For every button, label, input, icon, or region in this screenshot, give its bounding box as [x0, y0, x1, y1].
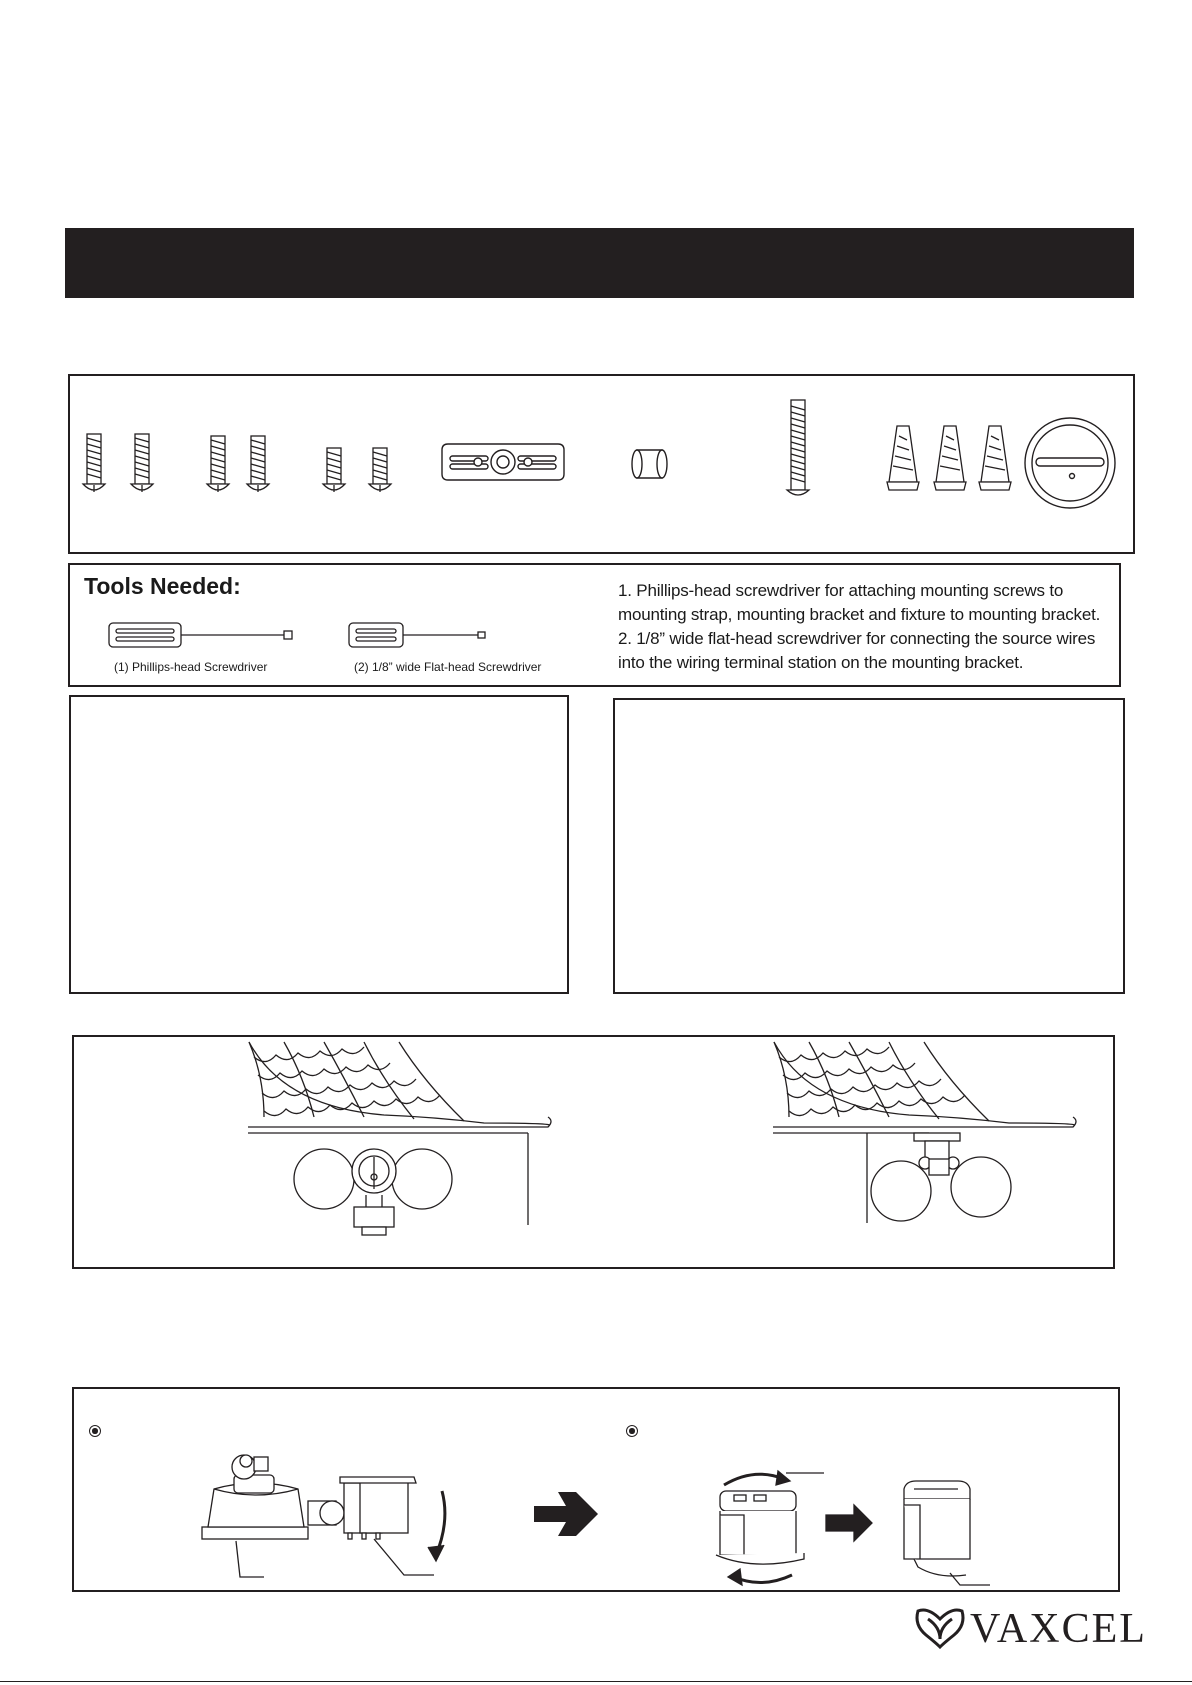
tools-needed-title: Tools Needed:: [84, 573, 241, 599]
tools-instruction-line: into the wiring terminal station on the mounting bracket.: [618, 653, 1024, 672]
wire-nut-icon: [887, 426, 1011, 490]
tools-needed-box: [68, 563, 1121, 687]
mounting-orientation-box: [72, 1035, 1115, 1269]
tools-instruction-line: 2. 1/8” wide flat-head screwdriver for connecting the source wires: [618, 629, 1096, 648]
tools-instructions: [618, 579, 1118, 675]
machine-screw-short-icon: [323, 448, 391, 492]
machine-screw-long-icon: [83, 434, 153, 492]
next-step-arrow-icon: [532, 1489, 602, 1539]
gasket-plate-icon: [1025, 418, 1115, 508]
section-header-banner: [65, 228, 1134, 298]
tools-instruction-line: 1. Phillips-head screwdriver for attaching mounting screws to: [618, 581, 1064, 600]
sensor-rotate-down-icon: [184, 1449, 524, 1589]
spacer-icon: [632, 450, 667, 478]
step-bullet-2: [626, 1425, 638, 1437]
machine-screw-medium-icon: [207, 436, 269, 492]
sensor-head-rotate-icon: [704, 1449, 1044, 1594]
mounting-strap-icon: [442, 444, 564, 480]
hardware-parts-illustration: [70, 376, 1133, 552]
tool-caption-phillips: (1) Phillips-head Screwdriver: [114, 660, 268, 674]
threaded-pipe-icon: [787, 400, 809, 495]
hardware-parts-box: [68, 374, 1135, 554]
info-box-left: [69, 695, 569, 994]
tools-instruction-line: mounting strap, mounting bracket and fixture to mounting bracket.: [618, 605, 1101, 624]
flathead-screwdriver-icon: [348, 621, 548, 649]
wall-mount-fixture-icon: [224, 1037, 564, 1237]
phillips-screwdriver-icon: [108, 621, 308, 649]
eave-mount-fixture-icon: [749, 1037, 1089, 1237]
info-box-right: [613, 698, 1125, 994]
tool-caption-flathead: (2) 1/8” wide Flat-head Screwdriver: [354, 660, 542, 674]
vaxcel-logo-icon: [912, 1605, 968, 1651]
page-bottom-rule: [0, 1681, 1192, 1682]
sensor-adjust-box: [72, 1387, 1120, 1592]
step-bullet-1: [89, 1425, 101, 1437]
brand-name: VAXCEL: [970, 1606, 1147, 1652]
